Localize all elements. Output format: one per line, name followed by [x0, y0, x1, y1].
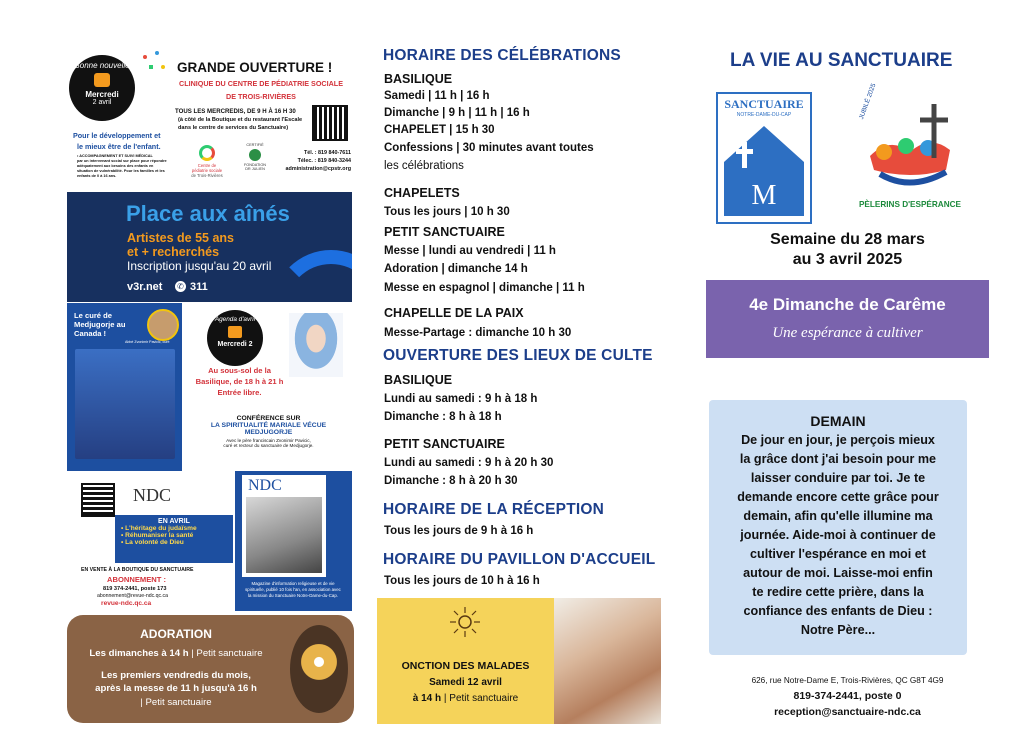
prayer-text — [709, 431, 967, 640]
adoration-line-3: après la messe de 11 h jusqu'à 16 h — [95, 683, 257, 694]
basilique-2-label: BASILIQUE — [384, 373, 453, 387]
ouv-line-1: Lundi au samedi : 9 h à 18 h — [384, 393, 538, 405]
sunday-subtitle: Une espérance à cultiver — [772, 325, 923, 341]
medj-conf-1: CONFÉRENCE SUR — [236, 415, 301, 422]
paix-label: CHAPELLE DE LA PAIX — [384, 306, 524, 320]
cert-3: DR JULIEN — [245, 167, 265, 171]
clinic-tagline-1: Pour le développement et — [73, 131, 161, 140]
ndc-abon: ABONNEMENT : — [107, 575, 167, 584]
medj-priest: Abbé Zvonimir Pavicic, curé — [125, 340, 170, 344]
clinic-logo-name-2: pédiatrie sociale — [191, 168, 223, 173]
clinic-location-2: dans le centre de services du Sanctuaire) — [178, 125, 289, 131]
basilique-line-4: Confessions | 30 minutes avant toutes — [384, 142, 594, 154]
cert-1: CERTIFIÉ — [246, 143, 264, 147]
ndc-email: abonnement@revue-ndc.qc.ca — [97, 593, 169, 599]
clinic-service-2: par un intervenant social sur place pour répondre — [77, 159, 167, 163]
basilique-line-3: CHAPELET | 15 h 30 — [384, 124, 495, 136]
onction-line-2-rest: | Petit sanctuaire — [441, 693, 519, 704]
basilique-line-2: Dimanche | 9 h | 11 h | 16 h — [384, 107, 530, 119]
sanctuary-emblem-icon — [724, 122, 804, 216]
hands-photo — [554, 598, 661, 724]
ndc-desc-3: la mission du Sanctuaire Notre-Dame-du-Cap. — [247, 593, 339, 598]
clinic-subtitle-2: DE TROIS-RIVIÈRES — [226, 92, 296, 101]
cert-2: FONDATION — [243, 163, 267, 167]
sanctuaire-logo — [716, 92, 812, 224]
clinic-card — [67, 45, 352, 185]
reception-line: Tous les jours de 9 h à 16 h — [384, 525, 534, 537]
clinic-badge-top: Bonne nouvelle — [74, 61, 130, 70]
prayer-line: te redire cette prière, dans la — [752, 585, 924, 599]
ndc-site: revue-ndc.qc.ca — [101, 600, 152, 607]
ouverture-heading: OUVERTURE DES LIEUX DE CULTE — [383, 347, 653, 364]
phone-icon: ✆ — [175, 281, 186, 292]
prayer-title: DEMAIN — [810, 413, 866, 429]
pavillon-line: Tous les jours de 10 h à 16 h — [384, 575, 540, 587]
clinic-service-3: adéquatement aux besoins des enfants en — [77, 164, 154, 168]
qr-code-icon — [83, 485, 113, 515]
clinic-service-1: • ACCOMPAGNEMENT ET SUIVI MÉDICAL — [77, 154, 153, 158]
calendar-icon — [94, 73, 110, 87]
ndc-item-3: • La volonté de Dieu — [121, 539, 184, 546]
calendar-icon — [228, 326, 242, 338]
ndc-left-panel — [67, 471, 235, 611]
medj-conference — [187, 415, 350, 448]
aines-line-1: Artistes de 55 ans — [127, 231, 234, 245]
ps-2-label: PETIT SANCTUAIRE — [384, 437, 505, 451]
aines-title: Place aux aînés — [126, 201, 290, 226]
ndc-description — [235, 581, 351, 599]
chapelets-label: CHAPELETS — [384, 186, 460, 200]
prayer-line: demain, afin qu'elle illumine ma — [743, 509, 933, 523]
prayer-line: Notre Père... — [800, 623, 876, 637]
clinic-badge-day: Mercredi — [85, 90, 119, 99]
ndc-sale: EN VENTE À LA BOUTIQUE DU SANCTUAIRE — [81, 567, 194, 573]
petit-sanctuaire-label: PETIT SANCTUAIRE — [384, 225, 505, 239]
aines-line-3: Inscription jusqu'au 20 avril — [127, 259, 272, 273]
magazine-logo: NDC — [248, 477, 282, 494]
reception-email[interactable]: reception@sanctuaire-ndc.ca — [774, 706, 921, 718]
prayer-line: confiance des enfants de Dieu : — [743, 604, 933, 618]
ndc-desc-1: Magazine d'information religieuse et de vie — [251, 581, 335, 586]
celebrations-heading: HORAIRE DES CÉLÉBRATIONS — [383, 47, 621, 64]
medj-venue-1: Au sous-sol de la — [208, 366, 271, 375]
clinic-tagline-2: le mieux être de l'enfant. — [77, 142, 161, 151]
adoration-line-4: | Petit sanctuaire — [140, 697, 212, 708]
ps-line-3: Messe en espagnol | dimanche | 11 h — [384, 282, 585, 294]
clinic-service-4: situation de vulnérabilité. Pour les familles et les — [77, 169, 165, 173]
jubile-text-2: PÈLERINS D'ESPÉRANCE — [858, 200, 962, 209]
adoration-line-1-bold: Les dimanches à 14 h — [89, 648, 189, 659]
page-title: LA VIE AU SANCTUAIRE — [730, 50, 953, 71]
adoration-line-1 — [67, 648, 285, 659]
aines-arc-decoration — [272, 250, 352, 302]
medj-agenda-badge — [207, 310, 263, 366]
clinic-title: GRANDE OUVERTURE ! — [177, 60, 333, 75]
medj-conf-4: Avec le père franciscain Zvonimir Pavicic, — [226, 438, 311, 443]
svg-text:M: M — [751, 180, 777, 211]
clinic-tel: Tél. : 819 840-7611 — [303, 150, 351, 156]
adoration-title: ADORATION — [140, 627, 212, 641]
ndc-month: EN AVRIL — [158, 518, 190, 525]
paix-line: Messe-Partage : dimanche 10 h 30 — [384, 327, 572, 339]
monstrance-image — [290, 625, 348, 713]
ouv-line-3: Lundi au samedi : 9 h à 20 h 30 — [384, 457, 554, 469]
chapelets-line: Tous les jours | 10 h 30 — [384, 206, 510, 218]
medj-venue-2: Basilique, de 18 h à 21 h — [195, 377, 284, 386]
clinic-service-5: enfants de 0 à 16 ans. — [77, 174, 117, 178]
sunday-title: 4e Dimanche de Carême — [749, 295, 946, 314]
magazine-image — [246, 497, 322, 573]
prayer-box — [709, 400, 967, 655]
sanctuaire-logo-1: SANCTUAIRE — [724, 97, 804, 111]
sunburst-icon — [449, 606, 481, 638]
onction-title: ONCTION DES MALADES — [401, 660, 530, 672]
clinic-logo — [180, 145, 234, 178]
clinic-logo-name-3: de Trois-Rivières — [191, 173, 223, 178]
basilique-line-1: Samedi | 11 h | 16 h — [384, 90, 490, 102]
medj-venue — [192, 365, 287, 398]
ps-line-2: Adoration | dimanche 14 h — [384, 263, 528, 275]
ouv-line-4: Dimanche : 8 h à 20 h 30 — [384, 475, 518, 487]
clinic-badge — [69, 55, 135, 121]
medj-conf-2: LA SPIRITUALITÉ MARIALE VÉCUE — [210, 422, 327, 429]
adoration-line-1-rest: | Petit sanctuaire — [188, 648, 263, 659]
medj-badge-day: Mercredi 2 — [217, 341, 253, 348]
address: 626, rue Notre-Dame E, Trois-Rivières, QC G8T 4G9 — [751, 676, 944, 685]
medj-conf-5: curé et recteur du sanctuaire de Medjugorje. — [223, 443, 314, 448]
ndc-logo: NDC — [133, 485, 172, 505]
week-line-2: au 3 avril 2025 — [792, 251, 903, 268]
prayer-line: cultiver l'espérance en moi et — [750, 547, 926, 561]
clinic-badge-daydate: 2 avril — [92, 99, 112, 106]
jubile-text-1: JUBILÉ 2025 — [858, 82, 878, 121]
week-line-1: Semaine du 28 mars — [770, 231, 925, 248]
qr-code-icon — [314, 107, 346, 139]
sunday-banner — [706, 280, 989, 358]
reception-phone: 819-374-2441, poste 0 — [793, 690, 902, 702]
aines-site: v3r.net — [127, 281, 163, 293]
pavillon-heading: HORAIRE DU PAVILLON D'ACCUEIL — [383, 551, 656, 568]
aines-card — [67, 192, 352, 302]
medjugorje-card — [67, 303, 352, 471]
clinic-contact — [275, 149, 351, 173]
onction-line-1: Samedi 12 avril — [429, 677, 502, 688]
medj-conf-3: MEDJUGORJE — [244, 429, 293, 436]
magazine-cover — [242, 475, 326, 577]
basilique-line-5: les célébrations — [384, 160, 464, 172]
prayer-line: journée. Aide-moi à continuer de — [740, 528, 936, 542]
medj-heading-1: Le curé de — [74, 311, 112, 320]
medj-schedule-graphic — [75, 349, 175, 459]
medj-badge-top: Agenda d'avril — [214, 316, 256, 323]
adoration-line-2: Les premiers vendredis du mois, — [101, 670, 251, 681]
aines-phone: 311 — [190, 281, 208, 293]
basilique-label: BASILIQUE — [384, 72, 453, 86]
priest-photo — [147, 309, 179, 341]
clinic-subtitle-1: CLINIQUE DU CENTRE DE PÉDIATRIE SOCIALE — [179, 79, 343, 88]
adoration-card — [67, 615, 354, 723]
ouv-line-2: Dimanche : 8 h à 18 h — [384, 411, 502, 423]
onction-line-2-bold: à 14 h — [412, 693, 442, 704]
prayer-line: laisser conduire par toi. Je te — [750, 471, 926, 485]
clinic-logo-name-1: Centre de — [197, 163, 217, 168]
medj-heading-3: Canada ! — [74, 329, 107, 338]
onction-line-2 — [377, 693, 554, 704]
cert-logo — [237, 143, 273, 171]
onction-card — [377, 598, 554, 724]
medj-left-panel — [67, 303, 182, 471]
jubile-logo — [850, 82, 970, 220]
prayer-line: autour de moi. Laisse-moi enfin — [743, 566, 933, 580]
clinic-telec: Télec. : 819 840-3244 — [297, 158, 351, 164]
clinic-hours: TOUS LES MERCREDIS, DE 9 H À 16 H 30 — [175, 108, 296, 115]
ndc-month-banner — [115, 515, 233, 563]
prayer-line: demande encore cette grâce pour — [737, 490, 939, 504]
reception-heading: HORAIRE DE LA RÉCEPTION — [383, 501, 605, 518]
cert-seal-icon — [249, 149, 261, 161]
prayer-line: De jour en jour, je perçois mieux — [741, 433, 935, 447]
clinic-services — [77, 154, 167, 179]
medj-venue-3: Entrée libre. — [217, 388, 262, 397]
medj-heading-2: Medjugorje au — [74, 320, 126, 329]
clinic-location-1: (à côté de la Boutique et du restaurant l'Escale — [178, 117, 303, 123]
clinic-logo-icon — [199, 145, 215, 161]
ndc-item-2: • Réhumaniser la santé — [121, 532, 194, 539]
ndc-desc-2: spirituelle, publié 10 fois l'an, en association avec — [245, 587, 341, 592]
ps-line-1: Messe | lundi au vendredi | 11 h — [384, 245, 556, 257]
clinic-email: administration@cpstr.org — [285, 166, 351, 172]
ndc-card — [67, 471, 352, 611]
sanctuaire-logo-2: NOTRE-DAME-DU-CAP — [736, 112, 792, 118]
aines-line-2: et + recherchés — [127, 245, 220, 259]
ndc-item-1: • L'héritage du judaïsme — [121, 525, 197, 532]
ndc-phone: 819 374-2441, poste 173 — [103, 586, 167, 592]
confetti-decoration — [139, 49, 169, 79]
prayer-line: la grâce dont j'ai besoin pour me — [739, 452, 937, 466]
mary-image — [289, 313, 343, 377]
